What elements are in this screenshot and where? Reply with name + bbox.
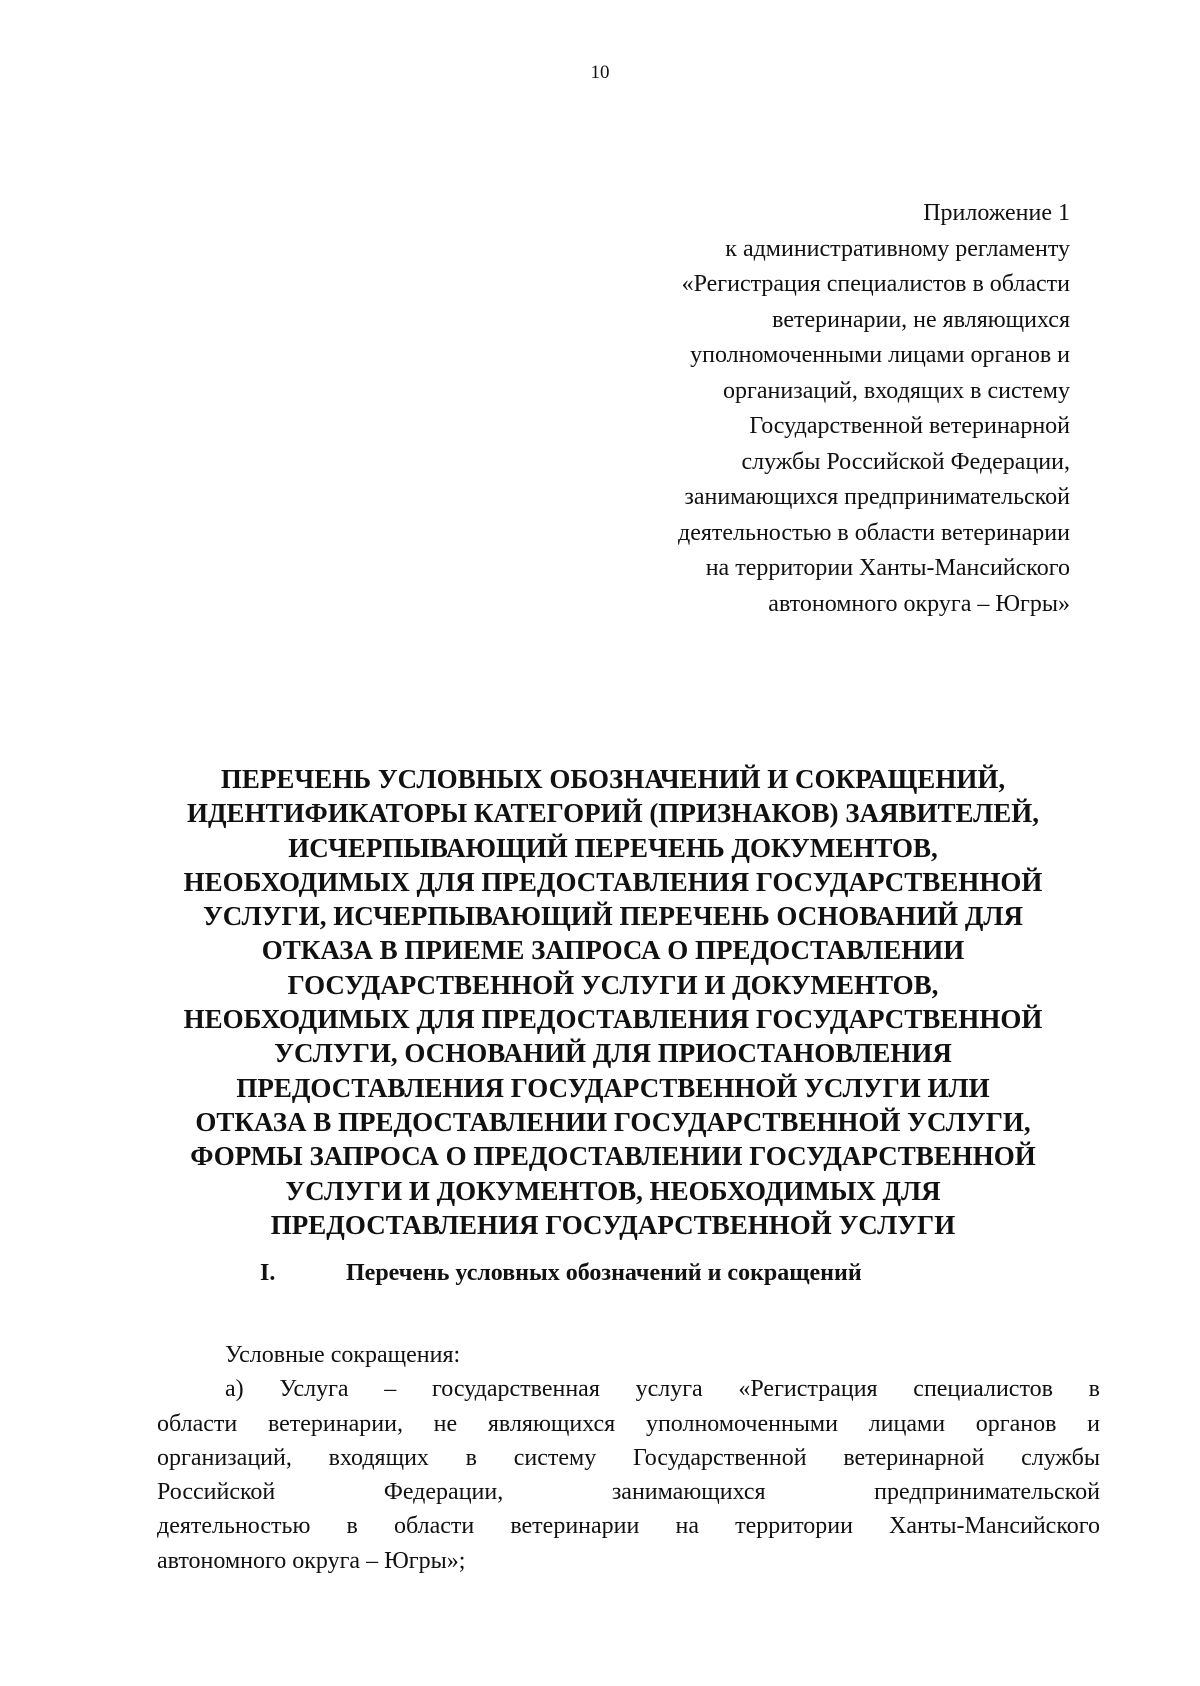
appendix-line: Приложение 1 xyxy=(923,200,1070,226)
title-line: ПРЕДОСТАВЛЕНИЯ ГОСУДАРСТВЕННОЙ УСЛУГИ xyxy=(270,1209,956,1240)
appendix-line: автономного округа – Югры» xyxy=(768,590,1070,617)
title-line: ФОРМЫ ЗАПРОСА О ПРЕДОСТАВЛЕНИИ ГОСУДАРСТВЕННОЙ xyxy=(190,1141,1036,1172)
intro-paragraph: Условные сокращения: xyxy=(225,1342,461,1368)
appendix-line: «Регистрация специалистов в области xyxy=(681,271,1070,297)
document-title xyxy=(130,762,1096,1242)
item-a-line: деятельностью в области ветеринарии на территории Ханты-Мансийского xyxy=(157,1513,1100,1540)
title-line: ПРЕДОСТАВЛЕНИЯ ГОСУДАРСТВЕННОЙ УСЛУГИ ИЛИ xyxy=(236,1072,990,1103)
title-line: ГОСУДАРСТВЕННОЙ УСЛУГИ И ДОКУМЕНТОВ, xyxy=(287,969,939,1000)
title-line: ОТКАЗА В ПРИЕМЕ ЗАПРОСА О ПРЕДОСТАВЛЕНИИ xyxy=(261,935,965,966)
appendix-line: занимающихся предпринимательской xyxy=(684,484,1070,510)
title-line: УСЛУГИ И ДОКУМЕНТОВ, НЕОБХОДИМЫХ ДЛЯ xyxy=(285,1175,941,1206)
item-a-line: автономного округа – Югры»; xyxy=(157,1547,466,1574)
appendix-line: организаций, входящих в систему xyxy=(723,377,1070,404)
appendix-line: уполномоченными лицами органов и xyxy=(690,342,1070,368)
title-line: НЕОБХОДИМЫХ ДЛЯ ПРЕДОСТАВЛЕНИЯ ГОСУДАРСТВЕННОЙ xyxy=(183,866,1043,897)
appendix-block xyxy=(550,196,1070,622)
section-number: I. xyxy=(260,1260,276,1286)
item-a-line: Российской Федерации, занимающихся предпринимательской xyxy=(157,1479,1100,1506)
title-line: ИДЕНТИФИКАТОРЫ КАТЕГОРИЙ (ПРИЗНАКОВ) ЗАЯВИТЕЛЕЙ, xyxy=(186,798,1040,829)
item-a-line: области ветеринарии, не являющихся уполномоченными лицами органов и xyxy=(157,1410,1100,1437)
title-line: УСЛУГИ, ОСНОВАНИЙ ДЛЯ ПРИОСТАНОВЛЕНИЯ xyxy=(274,1038,952,1069)
appendix-line: к административному регламенту xyxy=(725,235,1070,262)
title-line: НЕОБХОДИМЫХ ДЛЯ ПРЕДОСТАВЛЕНИЯ ГОСУДАРСТВЕННОЙ xyxy=(183,1004,1043,1035)
title-line: ПЕРЕЧЕНЬ УСЛОВНЫХ ОБОЗНАЧЕНИЙ И СОКРАЩЕНИЙ, xyxy=(220,764,1006,794)
body-text xyxy=(157,1338,1100,1578)
appendix-line: на территории Ханты-Мансийского xyxy=(705,555,1070,581)
section-title: Перечень условных обозначений и сокращений xyxy=(346,1260,862,1286)
item-a-line: а) Услуга – государственная услуга «Регистрация специалистов в xyxy=(225,1376,1100,1403)
section-heading xyxy=(260,1260,862,1287)
appendix-line: службы Российской Федерации, xyxy=(741,448,1070,475)
title-line: ИСЧЕРПЫВАЮЩИЙ ПЕРЕЧЕНЬ ДОКУМЕНТОВ, xyxy=(288,832,938,863)
page-number: 10 xyxy=(590,62,610,83)
appendix-line: ветеринарии, не являющихся xyxy=(772,306,1070,333)
appendix-line: деятельностью в области ветеринарии xyxy=(678,519,1070,546)
title-line: УСЛУГИ, ИСЧЕРПЫВАЮЩИЙ ПЕРЕЧЕНЬ ОСНОВАНИЙ ДЛЯ xyxy=(202,901,1024,932)
title-line: ОТКАЗА В ПРЕДОСТАВЛЕНИИ ГОСУДАРСТВЕННОЙ УСЛУГИ, xyxy=(195,1106,1031,1137)
appendix-line: Государственной ветеринарной xyxy=(749,413,1070,439)
item-a-line: организаций, входящих в систему Государственной ветеринарной службы xyxy=(157,1444,1100,1471)
